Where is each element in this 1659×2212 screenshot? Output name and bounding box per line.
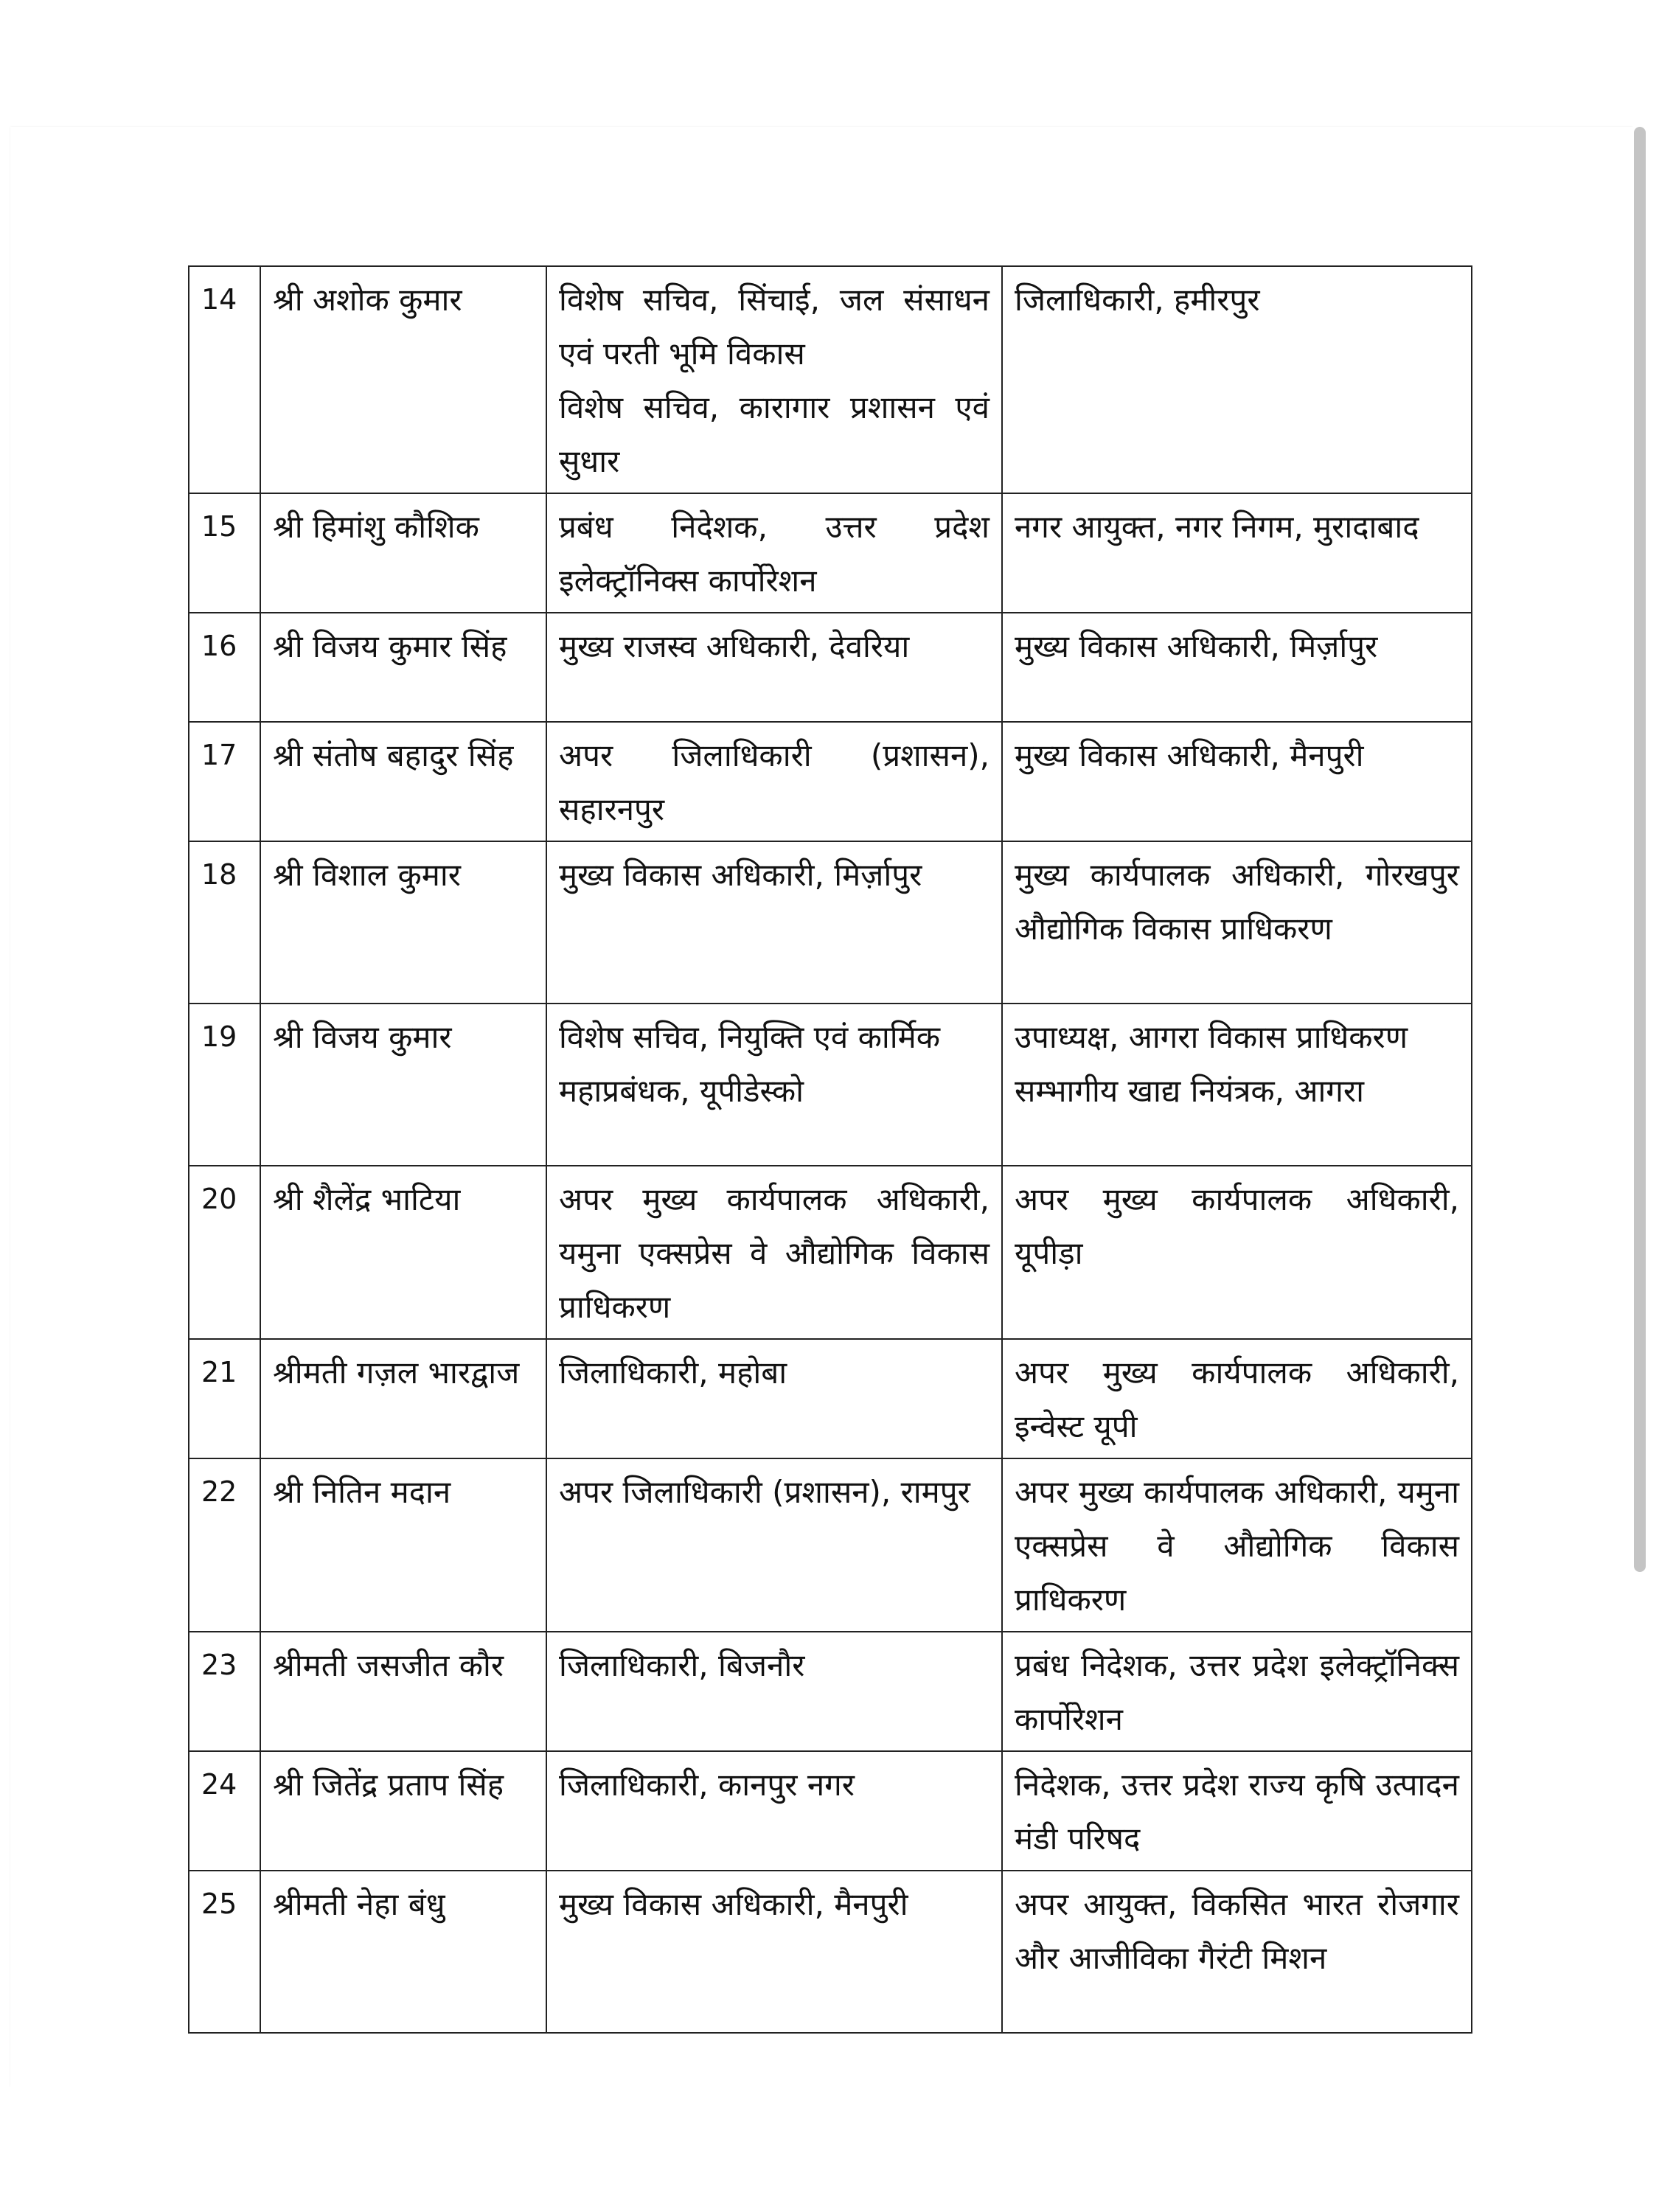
current-post-line: विशेष सचिव, सिंचाई, जल संसाधन एवं परती भूमि विकास xyxy=(559,282,990,372)
current-post: मुख्य विकास अधिकारी, मिर्ज़ापुर xyxy=(546,841,1002,1004)
serial-number: 20 xyxy=(189,1166,260,1339)
scrollbar-thumb[interactable] xyxy=(1634,127,1646,1572)
table-row xyxy=(189,493,1472,613)
new-post: अपर मुख्य कार्यपालक अधिकारी, इन्वेस्ट यूपी xyxy=(1002,1339,1472,1458)
current-post: अपर मुख्य कार्यपालक अधिकारी, यमुना एक्सप्रेस वे औद्योगिक विकास प्राधिकरण xyxy=(546,1166,1002,1339)
serial-number: 16 xyxy=(189,613,260,722)
serial-number: 24 xyxy=(189,1751,260,1871)
table-row xyxy=(189,1004,1472,1166)
table-row xyxy=(189,841,1472,1004)
transfer-posting-table xyxy=(188,265,1472,2034)
current-post: जिलाधिकारी, कानपुर नगर xyxy=(546,1751,1002,1871)
officer-name: श्रीमती जसजीत कौर xyxy=(260,1632,546,1751)
table-row xyxy=(189,1632,1472,1751)
current-post: प्रबंध निदेशक, उत्तर प्रदेश इलेक्ट्रॉनिक्स कार्पोरेशन xyxy=(546,493,1002,613)
officer-name: श्रीमती नेहा बंधु xyxy=(260,1871,546,2033)
new-post: प्रबंध निदेशक, उत्तर प्रदेश इलेक्ट्रॉनिक्स कार्पोरेशन xyxy=(1002,1632,1472,1751)
officer-name: श्री विजय कुमार xyxy=(260,1004,546,1166)
current-post: मुख्य विकास अधिकारी, मैनपुरी xyxy=(546,1871,1002,2033)
current-post: जिलाधिकारी, बिजनौर xyxy=(546,1632,1002,1751)
table-row xyxy=(189,1871,1472,2033)
table-row xyxy=(189,266,1472,493)
table-row xyxy=(189,1458,1472,1632)
new-post: निदेशक, उत्तर प्रदेश राज्य कृषि उत्पादन मंडी परिषद xyxy=(1002,1751,1472,1871)
serial-number: 25 xyxy=(189,1871,260,2033)
officer-name: श्री विजय कुमार सिंह xyxy=(260,613,546,722)
table-row xyxy=(189,1751,1472,1871)
current-post: मुख्य राजस्व अधिकारी, देवरिया xyxy=(546,613,1002,722)
serial-number: 17 xyxy=(189,722,260,841)
current-post xyxy=(546,266,1002,493)
new-post-additional: सम्भागीय खाद्य नियंत्रक, आगरा xyxy=(1015,1073,1364,1109)
current-post-line: विशेष सचिव, नियुक्ति एवं कार्मिक xyxy=(559,1019,940,1055)
top-margin xyxy=(0,0,1659,127)
current-post xyxy=(546,1004,1002,1166)
officer-name: श्रीमती गज़ल भारद्वाज xyxy=(260,1339,546,1458)
new-post: अपर आयुक्त, विकसित भारत रोजगार और आजीविका गैरंटी मिशन xyxy=(1002,1871,1472,2033)
current-post: जिलाधिकारी, महोबा xyxy=(546,1339,1002,1458)
current-post-additional: विशेष सचिव, कारागार प्रशासन एवं सुधार xyxy=(559,389,990,479)
officer-name: श्री शैलेंद्र भाटिया xyxy=(260,1166,546,1339)
serial-number: 15 xyxy=(189,493,260,613)
new-post-line: उपाध्यक्ष, आगरा विकास प्राधिकरण xyxy=(1015,1019,1408,1055)
new-post: जिलाधिकारी, हमीरपुर xyxy=(1002,266,1472,493)
officer-name: श्री हिमांशु कौशिक xyxy=(260,493,546,613)
new-post: नगर आयुक्त, नगर निगम, मुरादाबाद xyxy=(1002,493,1472,613)
bottom-margin xyxy=(0,2087,1659,2212)
serial-number: 14 xyxy=(189,266,260,493)
current-post-additional: महाप्रबंधक, यूपीडेस्को xyxy=(559,1073,804,1109)
officer-name: श्री अशोक कुमार xyxy=(260,266,546,493)
new-post: मुख्य विकास अधिकारी, मिर्ज़ापुर xyxy=(1002,613,1472,722)
serial-number: 23 xyxy=(189,1632,260,1751)
table-row xyxy=(189,1339,1472,1458)
new-post: अपर मुख्य कार्यपालक अधिकारी, यूपीड़ा xyxy=(1002,1166,1472,1339)
officer-name: श्री संतोष बहादुर सिंह xyxy=(260,722,546,841)
serial-number: 21 xyxy=(189,1339,260,1458)
new-post xyxy=(1002,1004,1472,1166)
table-row xyxy=(189,613,1472,722)
new-post: मुख्य विकास अधिकारी, मैनपुरी xyxy=(1002,722,1472,841)
current-post: अपर जिलाधिकारी (प्रशासन), सहारनपुर xyxy=(546,722,1002,841)
new-post: मुख्य कार्यपालक अधिकारी, गोरखपुर औद्योगिक विकास प्राधिकरण xyxy=(1002,841,1472,1004)
new-post: अपर मुख्य कार्यपालक अधिकारी, यमुना एक्सप्रेस वे औद्योगिक विकास प्राधिकरण xyxy=(1002,1458,1472,1632)
table-row xyxy=(189,722,1472,841)
officer-name: श्री नितिन मदान xyxy=(260,1458,546,1632)
serial-number: 18 xyxy=(189,841,260,1004)
serial-number: 19 xyxy=(189,1004,260,1166)
current-post: अपर जिलाधिकारी (प्रशासन), रामपुर xyxy=(546,1458,1002,1632)
officer-name: श्री विशाल कुमार xyxy=(260,841,546,1004)
table-row xyxy=(189,1166,1472,1339)
officer-name: श्री जितेंद्र प्रताप सिंह xyxy=(260,1751,546,1871)
serial-number: 22 xyxy=(189,1458,260,1632)
